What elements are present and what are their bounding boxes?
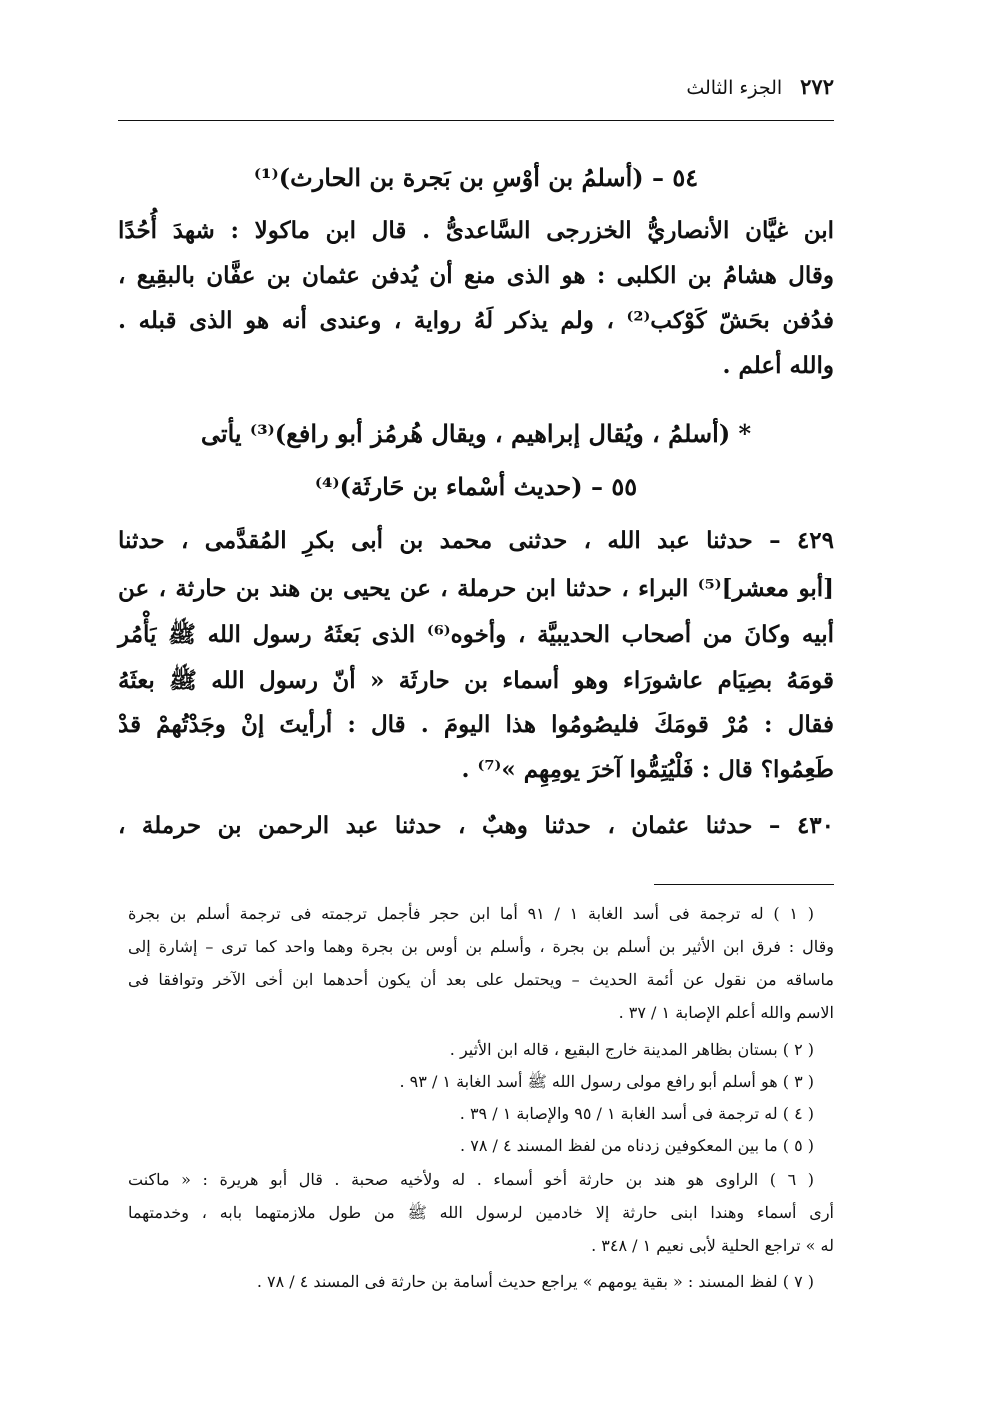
- page-header: [118, 74, 834, 99]
- footnote-line: ( ٧ ) لفظ المسند : « بقية يومهم » يراجع حديث أسامة بن حارثة فى المسند ٤ / ٧٨ .: [256, 1272, 814, 1291]
- hadith-line: قومَهُ بصِيَام عاشورَاء وهو أسماء بن حارثَة « أنّ رسول الله ﷺ بعثَهُ: [118, 667, 834, 694]
- footnote-divider: [654, 884, 834, 885]
- hadith-line: أبيه وكانَ من أصحاب الحديبيَّة ، وأخوه⁽⁶⁾ الذى بَعثَهُ رسول الله ﷺ يَأْمُر: [118, 621, 834, 648]
- footnote-line: وقال : فرق ابن الأثير بن أسلم بن بجرة ، وأسلم بن أوس بن بجرة وهما واحد كما ترى – إشارة إلى: [128, 937, 834, 956]
- entry-heading-aslam: * (أسلمُ ، ويُقال إبراهيم ، ويقال هُرمُز أبو رافع)⁽³⁾ يأتى: [200, 419, 752, 448]
- hadith-line: فقال : مُرْ قومَكَ فليصُومُوا هذا اليومَ . قال : أرأيتَ إنْ وجَدْتُهمْ قدْ: [118, 711, 834, 738]
- header-divider: [118, 120, 834, 121]
- footnote-line: ( ١ ) له ترجمة فى أسد الغابة ١ / ٩١ أما ابن حجر فأجمل ترجمته فى ترجمة أسلم بن بجرة: [128, 904, 815, 923]
- footnote-line: أرى أسماء وهندا ابنى حارثة إلا خادمين لرسول الله ﷺ من طول ملازمتهما بابه ، وخدمتهما: [128, 1203, 834, 1222]
- footnote-line: ( ٢ ) بستان بظاهر المدينة خارج البقيع ، قاله ابن الأثير .: [449, 1040, 814, 1059]
- footnote-line: ( ٦ ) الراوى هو هند بن حارثة أخو أسماء . له ولأخيه صحبة . قال أبو هريرة : « ماكنت: [128, 1170, 814, 1189]
- body-line: فدُفن بحَشّ كَوْكب⁽²⁾ ، ولم يذكر لَهُ رواية ، وعندى أنه هو الذى قبله .: [118, 307, 834, 334]
- footnote-line: ماساقه من نقول عن أئمة الحديث – ويحتمل على بعد أن يكون أحدهما ابن أخى الآخر وتوافقا فى: [128, 970, 834, 989]
- volume-title: الجزء الثالث: [686, 77, 783, 99]
- body-line: ابن غيَّان الأنصاريُّ الخزرجى السَّاعدىُّ . قال ابن ماكولا : شهدَ أُحُدًا: [118, 217, 834, 244]
- body-line: والله أعلم .: [722, 352, 834, 379]
- entry-heading-55: ٥٥ – (حديث أسْماء بن حَارثَة)⁽⁴⁾: [314, 472, 638, 501]
- footnote-line: ( ٣ ) هو أسلم أبو رافع مولى رسول الله ﷺ أسد الغابة ١ / ٩٣ .: [399, 1072, 814, 1091]
- hadith-line: ٤٢٩ – حدثنا عبد الله ، حدثنى محمد بن أبى بكرِ المُقدَّمى ، حدثنا: [118, 527, 834, 554]
- entry-heading-54: ٥٤ – (أسلمُ بن أوْسِ بن بَجرة بن الحارث)⁽¹⁾: [253, 163, 699, 192]
- hadith-line: ٤٣٠ – حدثنا عثمان ، حدثنا وهبٌ ، حدثنا عبد الرحمن بن حرملة ،: [118, 812, 834, 839]
- footnote-line: الاسم والله أعلم الإصابة ١ / ٣٧ .: [618, 1003, 834, 1022]
- footnote-line: ( ٤ ) له ترجمة فى أسد الغابة ١ / ٩٥ والإصابة ١ / ٣٩ .: [459, 1104, 814, 1123]
- footnote-line: ( ٥ ) ما بين المعكوفين زدناه من لفظ المسند ٤ / ٧٨ .: [460, 1136, 814, 1155]
- hadith-line: طَعِمُوا؟ قال : فَلْيُتِمُّوا آخرَ يومِهِم »⁽⁷⁾ .: [461, 756, 834, 783]
- page-number: ٢٧٢: [800, 74, 834, 99]
- body-line: وقال هشامُ بن الكلبى : هو الذى منع أن يُدفن عثمان بن عفَّان بالبقِيع ،: [118, 262, 834, 289]
- footnote-line: له » تراجع الحلية لأبى نعيم ١ / ٣٤٨ .: [591, 1236, 834, 1255]
- hadith-line: [أبو معشر]⁽⁵⁾ البراء ، حدثنا ابن حرملة ، عن يحيى بن هند بن حارثة ، عن: [118, 575, 835, 602]
